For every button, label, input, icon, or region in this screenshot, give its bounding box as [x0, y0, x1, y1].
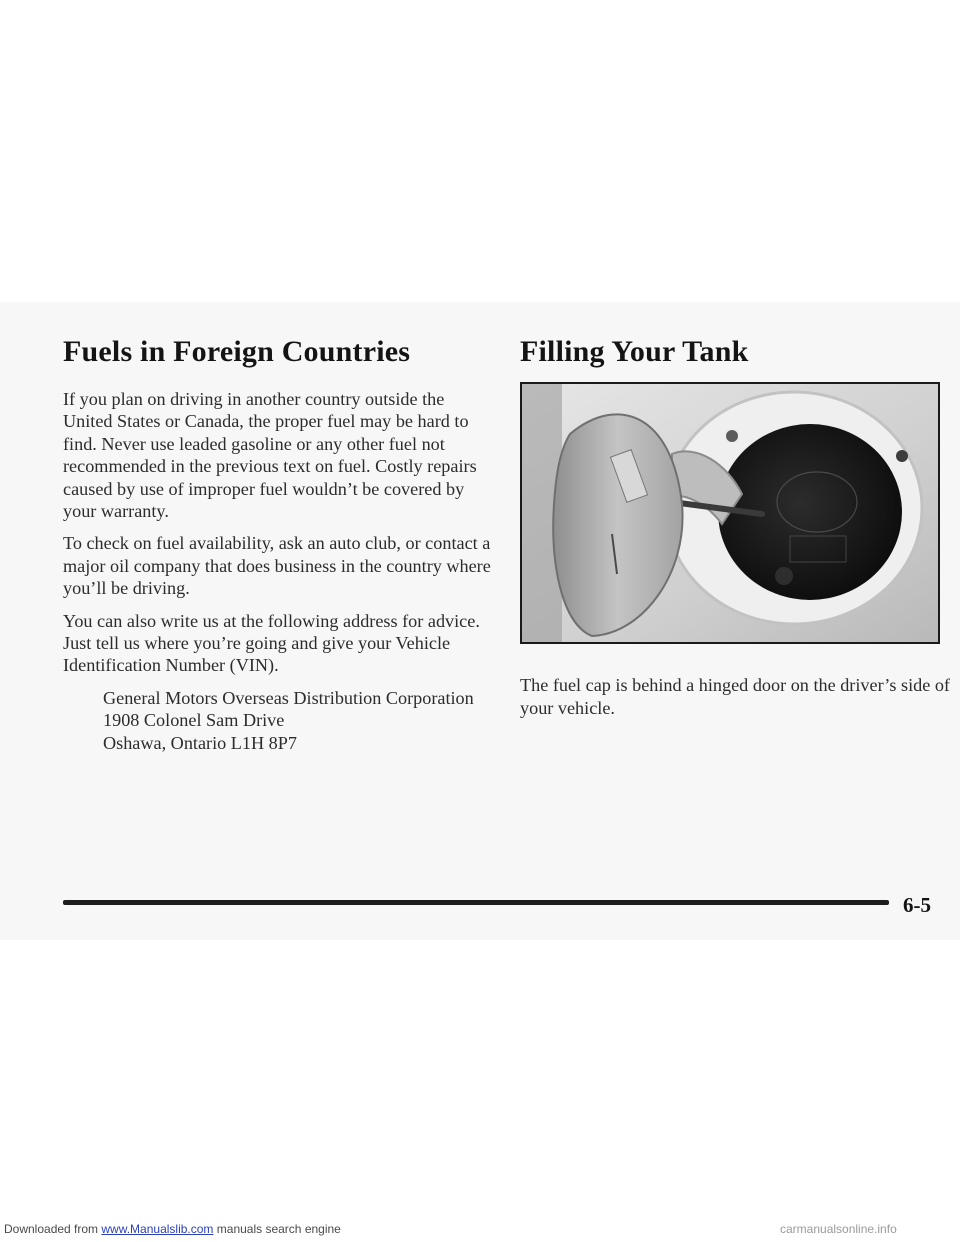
- manualslib-link[interactable]: www.Manualslib.com: [101, 1222, 214, 1236]
- address-line-company: General Motors Overseas Distribution Corporation: [103, 687, 474, 708]
- paragraph-plan-driving: If you plan on driving in another country outside the United States or Canada, the proper fuel may be hard to find. Never use leaded gasoline or any other fuel not recommended in the previous text on fuel. Costly repairs caused by use of improper fuel wouldn’t be covered by your warranty.: [63, 389, 477, 522]
- footer-rule: [63, 900, 889, 905]
- paragraph-check-availability: To check on fuel availability, ask an auto club, or contact a major oil company that does business in the country where you’ll be driving.: [63, 533, 491, 599]
- footer-prefix: Downloaded from: [4, 1222, 102, 1236]
- photo-caption: The fuel cap is behind a hinged door on the driver’s side of your vehicle.: [520, 675, 950, 718]
- page-number: 6-5: [903, 893, 931, 917]
- left-column: [63, 388, 493, 754]
- fuel-door-illustration: [522, 384, 938, 642]
- section-title-filling-tank: Filling Your Tank: [520, 335, 749, 368]
- address-line-street: 1908 Colonel Sam Drive: [103, 710, 285, 731]
- section-title-fuels-foreign: Fuels in Foreign Countries: [63, 335, 411, 368]
- mount-bolt: [775, 567, 793, 585]
- download-footer: [4, 1222, 341, 1236]
- paragraph-write-us: You can also write us at the following address for advice. Just tell us where you’re going and give your Vehicle Identification Number (VIN).: [63, 610, 480, 676]
- address-block: [103, 687, 493, 754]
- site-watermark: carmanualsonline.info: [780, 1222, 897, 1236]
- address-line-city: Oshawa, Ontario L1H 8P7: [103, 732, 297, 753]
- mount-bolt: [726, 430, 738, 442]
- mount-bolt: [896, 450, 908, 462]
- fuel-door-photo: [520, 382, 940, 644]
- footer-suffix: manuals search engine: [213, 1222, 341, 1236]
